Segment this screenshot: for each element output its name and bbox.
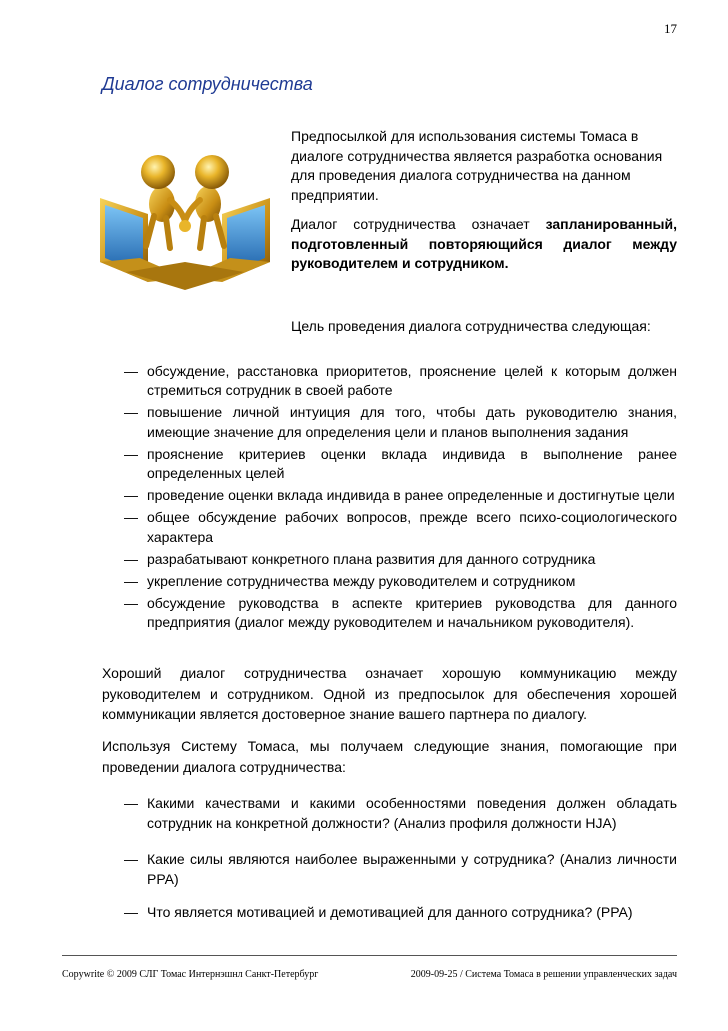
list-item-text: укрепление сотрудничества между руководителем и сотрудником: [147, 573, 576, 590]
list-item-text: общее обсуждение рабочих вопросов, прежде всего психо-социологического характера: [147, 509, 677, 545]
cooperation-illustration: [96, 150, 274, 300]
goal-intro: Цель проведения диалога сотрудничества следующая:: [291, 318, 651, 334]
dash-marker: —: [124, 595, 138, 612]
list-item: [124, 508, 677, 546]
intro-paragraph-1: Предпосылкой для использования системы Томаса в диалоге сотрудничества является разработка основания для проведения диалога сотрудничества на данном предприятии.: [291, 128, 663, 203]
list-item: [124, 594, 677, 632]
dash-marker: —: [124, 904, 138, 920]
list-item-text: прояснение критериев оценки вклада индивида в выполнение ранее определенных целей: [147, 445, 677, 482]
list-item: [124, 793, 677, 833]
list-item: [124, 572, 677, 591]
dash-marker: —: [124, 404, 138, 421]
paragraph-thomas-system: Используя Систему Томаса, мы получаем следующие знания, помогающие при проведении диалога сотрудничества:: [102, 738, 677, 775]
list-item: [124, 445, 677, 483]
footer-divider: [62, 955, 677, 956]
dash-marker: —: [124, 573, 138, 590]
list-item-text: Какие силы являются наиболее выраженными у сотрудника? (Анализ личности PPA): [147, 851, 677, 887]
paragraph-good-dialog: Хороший диалог сотрудничества означает хорошую коммуникацию между руководителем и сотрудником. Одной из предпосылок для обеспечения хорошей коммуникации является достоверное знание вашего партнера по диалогу.: [102, 665, 677, 722]
list-item: [124, 403, 677, 441]
list-item-text: повышение личной интуиция для того, чтобы дать руководителю знания, имеющие значение для определения цели и планов выполнения задания: [147, 404, 677, 440]
intro-p2-text: Диалог сотрудничества означает: [291, 216, 546, 232]
list-item: [124, 849, 677, 889]
list-item: [124, 550, 677, 569]
dash-marker: —: [124, 795, 138, 811]
intro-paragraph-2: [291, 215, 677, 274]
goals-list: [124, 362, 677, 636]
list-item-text: проведение оценки вклада индивида в ранее определенные и достигнутые цели: [147, 487, 675, 504]
intro-p2-bold: запланированный, подготовленный повторяющийся диалог между руководителем и сотрудником.: [291, 216, 677, 271]
list-item-text: Что является мотивацией и демотивацией для данного сотрудника? (PPA): [147, 904, 633, 920]
footer-document-info: 2009-09-25 / Система Томаса в решении управленческих задач: [410, 969, 677, 980]
list-item-text: разрабатывают конкретного плана развития для данного сотрудника: [147, 550, 596, 567]
dash-marker: —: [124, 509, 138, 526]
question-list-2: [124, 849, 677, 889]
list-item: [124, 362, 677, 400]
dash-marker: —: [124, 487, 138, 504]
list-item-text: обсуждение руководства в аспекте критериев руководства для данного предприятия (диалог между руководителем и начальником руководителя).: [147, 595, 677, 631]
dash-marker: —: [124, 363, 138, 379]
list-item: [124, 902, 677, 922]
list-item-text: обсуждение, расстановка приоритетов, прояснение целей к которым должен стремиться сотрудник в своей работе: [147, 363, 677, 399]
list-item-text: Какими качествами и какими особенностями поведения должен обладать сотрудник на конкретной должности? (Анализ профиля должности HJA): [147, 795, 677, 831]
question-list-3: [124, 902, 677, 922]
dash-marker: —: [124, 851, 138, 867]
page-number: 17: [664, 21, 677, 36]
dash-marker: —: [124, 445, 138, 462]
section-heading: Диалог сотрудничества: [102, 74, 313, 94]
list-item: [124, 486, 677, 505]
footer-copyright: Copywrite © 2009 СЛГ Томас Интернэшнл Санкт-Петербург: [62, 969, 319, 980]
question-list-1: [124, 793, 677, 833]
dash-marker: —: [124, 550, 138, 567]
